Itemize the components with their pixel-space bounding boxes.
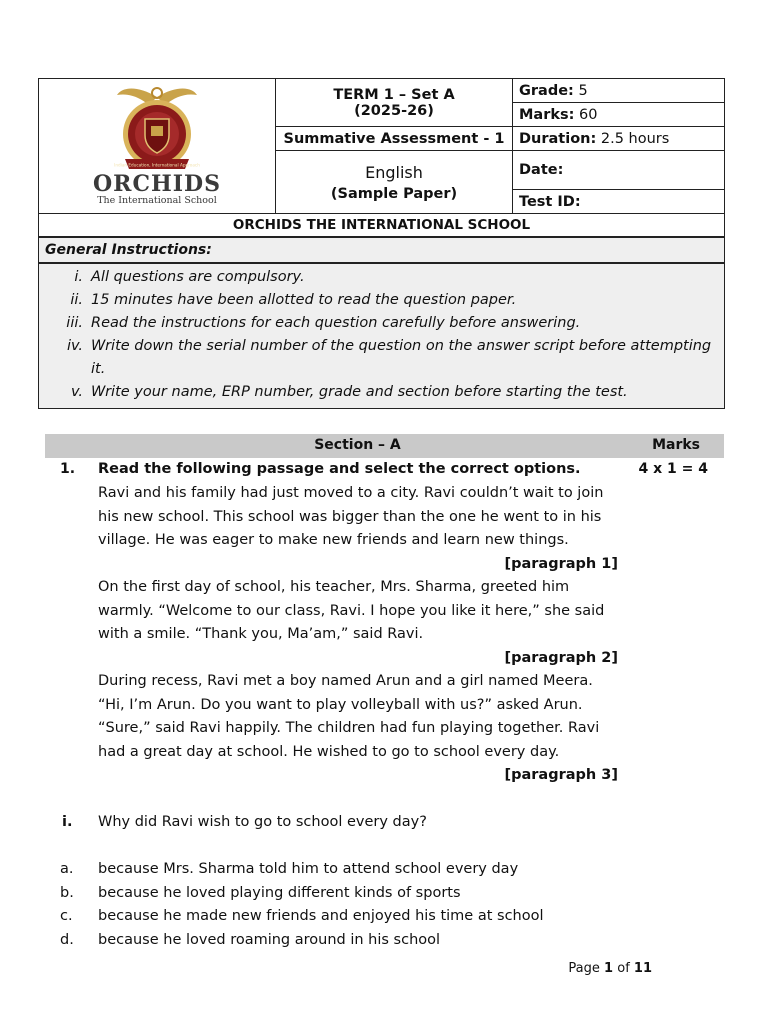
- option-b: [60, 882, 544, 906]
- page-total: 11: [633, 961, 652, 976]
- instruction-number: i.: [74, 269, 83, 285]
- instruction-text: Write down the serial number of the question on the answer script before attempting it.: [91, 338, 712, 377]
- instruction-item: [45, 381, 718, 404]
- term-cell: [276, 79, 513, 127]
- page-footer: [568, 961, 652, 976]
- term-label: TERM 1 – Set A: [333, 86, 455, 103]
- duration-cell: [513, 127, 725, 151]
- passage-paragraph-3: During recess, Ravi met a boy named Arun and a girl named Meera. “Hi, I’m Arun. Do you want to play volleyball with us?” asked Arun. “Sure,” said Ravi happily. The children had fun playing together. Ravi had a great day at school. He wished to go to school every day.: [98, 673, 600, 760]
- test-id-cell: [513, 190, 725, 214]
- section-title: Section – A: [314, 437, 401, 453]
- option-letter: d.: [60, 931, 74, 948]
- instruction-item: [45, 335, 718, 381]
- paragraph-tag-1: [paragraph 1]: [504, 555, 618, 572]
- instruction-number: iv.: [66, 338, 83, 354]
- option-c: [60, 905, 544, 929]
- marks-cell: [513, 103, 725, 127]
- assessment-name: Summative Assessment - 1: [276, 127, 513, 151]
- paper-type: (Sample Paper): [330, 185, 458, 202]
- question-prompt: Read the following passage and select the correct options.: [98, 461, 581, 477]
- subject-name: English: [365, 162, 423, 182]
- instruction-item: [45, 289, 718, 312]
- option-text: because he loved roaming around in his school: [98, 931, 441, 948]
- page-number: 1: [604, 961, 614, 976]
- option-text: because he made new friends and enjoyed his time at school: [98, 908, 544, 924]
- option-d: [60, 929, 544, 953]
- school-logo-cell: [39, 79, 276, 214]
- instruction-text: Read the instructions for each question carefully before answering.: [91, 315, 581, 331]
- option-text: because he loved playing different kinds of sports: [98, 884, 461, 901]
- marks-column-heading: Marks: [652, 437, 700, 453]
- duration-value: 2.5 hours: [600, 130, 670, 147]
- paragraph-tag-2: [paragraph 2]: [504, 649, 618, 666]
- date-cell: [513, 151, 725, 190]
- option-a: [60, 858, 544, 882]
- marks-label: Marks:: [519, 106, 575, 123]
- logo-tagline: The International School: [97, 195, 217, 206]
- instruction-item: [45, 312, 718, 335]
- marks-value: 60: [579, 106, 598, 123]
- general-instructions-heading: General Instructions:: [39, 237, 725, 263]
- instruction-number: ii.: [70, 292, 83, 308]
- grade-label: Grade:: [519, 82, 574, 99]
- grade-cell: [513, 79, 725, 103]
- grade-value: 5: [578, 82, 588, 99]
- reading-passage: [98, 482, 618, 788]
- option-letter: c.: [60, 908, 73, 924]
- sub-question-text: Why did Ravi wish to go to school every day?: [98, 814, 427, 830]
- passage-paragraph-2: On the first day of school, his teacher, Mrs. Sharma, greeted him warmly. “Welcome to our class, Ravi. I hope you like it here,” she said with a smile. “Thank you, Ma’am,” said Ravi.: [98, 579, 605, 642]
- instruction-text: Write your name, ERP number, grade and section before starting the test.: [91, 384, 628, 400]
- option-letter: b.: [60, 884, 74, 901]
- options-list: [60, 858, 544, 952]
- instruction-number: iii.: [66, 315, 83, 331]
- school-logo: [77, 79, 237, 209]
- instructions-cell: [39, 263, 725, 409]
- sub-question-number: i.: [62, 814, 73, 830]
- instruction-item: [45, 266, 718, 289]
- question-number: 1.: [60, 461, 76, 477]
- instruction-number: v.: [70, 384, 83, 400]
- instructions-list: [45, 266, 718, 404]
- logo-ribbon-text: Indian Education, International Approach: [114, 162, 200, 168]
- instruction-text: 15 minutes have been allotted to read the question paper.: [91, 292, 517, 308]
- question-marks: 4 x 1 = 4: [638, 461, 708, 477]
- logo-wordmark: ORCHIDS: [93, 171, 221, 197]
- section-header-bar: [45, 434, 724, 458]
- passage-paragraph-1: Ravi and his family had just moved to a city. Ravi couldn’t wait to join his new school. This school was bigger than the one he went to in his village. He was eager to make new friends and learn new things.: [98, 485, 604, 548]
- paper-header-table: [38, 78, 725, 409]
- school-name: ORCHIDS THE INTERNATIONAL SCHOOL: [39, 214, 725, 238]
- paragraph-tag-3: [paragraph 3]: [504, 767, 618, 783]
- test-id-label: Test ID:: [519, 193, 581, 210]
- instruction-text: All questions are compulsory.: [91, 269, 305, 285]
- subject-cell: [276, 151, 513, 214]
- page-word: Page: [568, 961, 600, 976]
- duration-label: Duration:: [519, 130, 597, 147]
- option-letter: a.: [60, 861, 74, 877]
- of-word: of: [617, 961, 630, 976]
- date-label: Date:: [519, 162, 564, 178]
- option-text: because Mrs. Sharma told him to attend school every day: [98, 861, 519, 877]
- academic-year: (2025-26): [354, 102, 434, 119]
